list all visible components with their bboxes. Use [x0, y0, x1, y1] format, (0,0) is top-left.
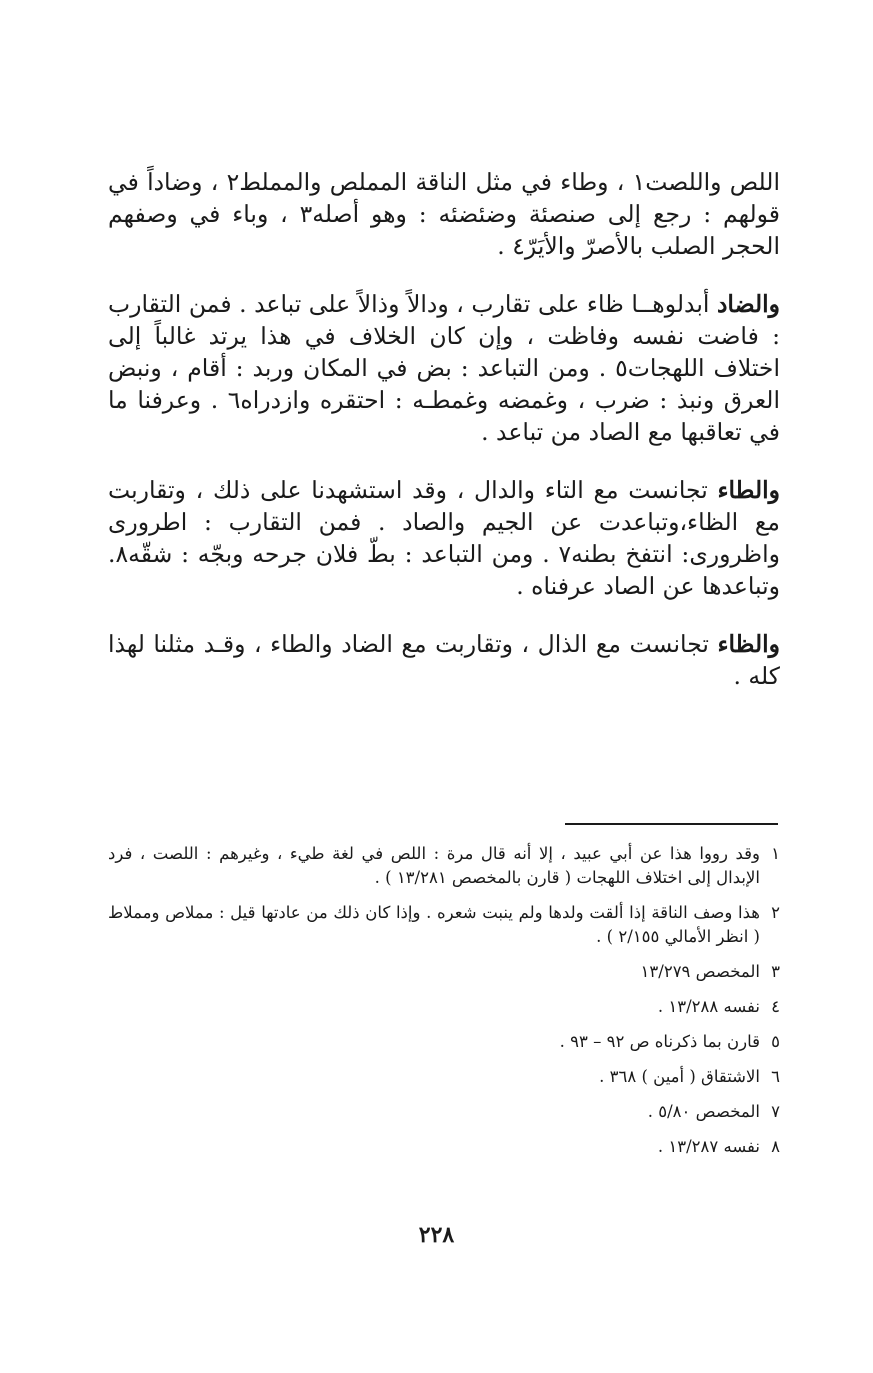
paragraph-dad — [108, 288, 780, 448]
footnote-number: ٢ — [771, 903, 780, 922]
footnote-divider — [565, 823, 778, 825]
main-text — [108, 166, 780, 718]
paragraph-taa — [108, 474, 780, 602]
footnote-item — [108, 1030, 780, 1054]
paragraph-lead: والطاء — [717, 476, 780, 504]
footnote-item — [108, 1135, 780, 1159]
footnote-number: ١ — [771, 844, 780, 863]
footnote-text: وقد رووا هذا عن أبي عبيد ، إلا أنه قال مرة : اللص في لغة طيء ، وغيرهم : اللصت ، فرد الإبدال إلى اختلاف اللهجات ( قارن بالمخصص ١٣/٢٨١ ) . — [108, 844, 760, 887]
footnotes — [108, 842, 780, 1170]
footnote-text: الاشتقاق ( أمين ) ٣٦٨ . — [599, 1067, 760, 1086]
footnote-text: نفسه ١٣/٢٨٨ . — [657, 997, 760, 1016]
paragraph-text: تجانست مع التاء والدال ، وقد استشهدنا على ذلك ، وتقاربت مع الظاء،وتباعدت عن الجيم والصاد . فمن التقارب : اطرورى واظرورى: انتفخ بطنه٧ . ومن التباعد : بطّ فلان جرحه وبجّه : شقّه٨. وتباعدها عن الصاد عرفناه . — [108, 476, 780, 600]
page-number: ٢٢٨ — [418, 1222, 455, 1248]
footnote-number: ٨ — [771, 1137, 780, 1156]
footnote-number: ٧ — [771, 1102, 780, 1121]
footnote-number: ٤ — [771, 997, 780, 1016]
footnote-item — [108, 1065, 780, 1089]
footnote-item — [108, 842, 780, 890]
footnote-number: ٣ — [771, 962, 780, 981]
paragraph-text: تجانست مع الذال ، وتقاربت مع الضاد والطاء ، وقـد مثلنا لهذا كله . — [108, 630, 780, 690]
footnote-text: نفسه ١٣/٢٨٧ . — [657, 1137, 760, 1156]
footnote-item — [108, 1100, 780, 1124]
footnote-number: ٦ — [771, 1067, 780, 1086]
paragraph-lead: والضاد — [716, 290, 780, 318]
footnote-item — [108, 960, 780, 984]
footnote-text: قارن بما ذكرناه ص ٩٢ – ٩٣ . — [559, 1032, 760, 1051]
paragraph-zaa — [108, 628, 780, 692]
paragraph-text: اللص واللصت١ ، وطاء في مثل الناقة المملص والمملط٢ ، وضاداً في قولهم : رجع إلى صنصئة وضئضئه : وهو أصله٣ ، وباء في وصفهم الحجر الصلب بالأصرّ والأيَرّ٤ . — [108, 168, 780, 260]
footnote-text: المخصص ١٣/٢٧٩ — [640, 962, 760, 981]
footnote-number: ٥ — [771, 1032, 780, 1051]
paragraph-lead: والظاء — [717, 630, 780, 658]
paragraph-1 — [108, 166, 780, 262]
footnote-item — [108, 901, 780, 949]
footnote-text: هذا وصف الناقة إذا ألقت ولدها ولم ينبت شعره . وإذا كان ذلك من عادتها قيل : مملاص ومملاط ( انظر الأمالي ٢/١٥٥ ) . — [108, 903, 760, 946]
paragraph-text: أبدلوهــا ظاء على تقارب ، ودالاً وذالاً على تباعد . فمن التقارب : فاضت نفسه وفاظت ، وإن كان الخلاف في هذا يرتد غالباً إلى اختلاف اللهجات٥ . ومن التباعد : بض في المكان وربد : أقام ، ونبض العرق ونبذ : ضرب ، وغمضه وغمطـه : احتقره وازدراه٦ . وعرفنا ما في تعاقبها مع الصاد من تباعد . — [108, 290, 780, 446]
footnote-item — [108, 995, 780, 1019]
footnote-text: المخصص ٥/٨٠ . — [647, 1102, 760, 1121]
